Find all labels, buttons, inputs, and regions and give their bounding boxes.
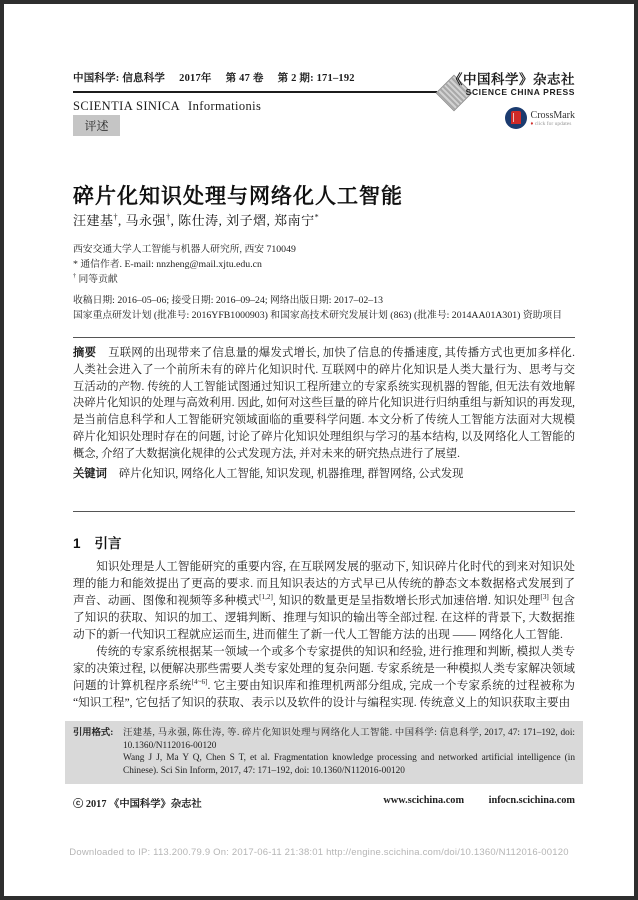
received-accepted-line: 收稿日期: 2016–05–06; 接受日期: 2016–09–24; 网络出版日期: 2017–02–13 bbox=[73, 295, 383, 306]
article-title: 碎片化知识处理与网络化人工智能 bbox=[73, 185, 403, 209]
crossmark-icon bbox=[505, 107, 527, 129]
dates-funding-block bbox=[73, 294, 575, 324]
keywords-text: 碎片化知识, 网络化人工智能, 知识发现, 机器推理, 群智网络, 公式发现 bbox=[118, 467, 464, 480]
journal-meta-line bbox=[73, 70, 355, 85]
press-name-block bbox=[449, 73, 575, 97]
journal-volume: 第 47 卷 bbox=[225, 73, 264, 84]
journal-name-en: SCIENTIA SINICA Informationis bbox=[73, 99, 262, 113]
download-watermark: Downloaded to IP: 113.200.79.9 On: 2017-06-11 21:38:01 http://engine.scichina.com/doi/10.1360/N112016-00120 bbox=[69, 847, 569, 858]
journal-issue-pages: 第 2 期: 171–192 bbox=[277, 73, 355, 84]
citation-box bbox=[65, 721, 583, 784]
abstract-label: 摘要 bbox=[73, 347, 97, 359]
correspondence-email[interactable]: nnzheng@mail.xjtu.edu.cn bbox=[156, 258, 262, 270]
author-line: 汪建基†, 马永强†, 陈仕涛, 刘子熠, 郑南宁* bbox=[73, 212, 320, 228]
section-1-number: 1 bbox=[73, 536, 81, 551]
affiliation-block bbox=[73, 243, 296, 287]
section-1-title: 引言 bbox=[94, 536, 122, 551]
copyright-notice: ⓒ 2017 《中国科学》杂志社 bbox=[73, 799, 202, 810]
paragraph-2: 传统的专家系统根据某一领域一个或多个专家提供的知识和经验, 进行推理和判断, 模拟人类专家的决策过程, 以便解决那些需要人类专家处理的复杂问题. 专家系统是一种模拟人类专家解决领域问题的计算机程序系统[4~6]. 它主要由知识库和推理机两部分组成, 完成一个专家系统的过程被称为 “知识工程”, 它包括了知识的获取、表示以及软件的设计与编程实现. 传统意义上的知识获取主要由 bbox=[73, 645, 575, 709]
author-2: , 马永强 bbox=[118, 213, 167, 228]
header-divider bbox=[73, 91, 437, 93]
body-text bbox=[73, 558, 575, 720]
press-name-cn: 《中国科学》杂志社 bbox=[449, 72, 575, 87]
abstract-block bbox=[73, 345, 575, 507]
ref-1-2[interactable]: [1,2] bbox=[259, 593, 273, 602]
affiliation-line: 西安交通大学人工智能与机器人研究所, 西安 710049 bbox=[73, 244, 296, 255]
citation-label: 引用格式: bbox=[73, 728, 114, 738]
equal-contribution-line: † 同等贡献 bbox=[73, 273, 118, 285]
footer-url-infocn[interactable]: infocn.scichina.com bbox=[488, 795, 575, 806]
section-1-heading bbox=[73, 532, 122, 552]
abstract-top-rule bbox=[73, 337, 575, 338]
ref-3[interactable]: [3] bbox=[540, 593, 549, 602]
press-name-en: SCIENCE CHINA PRESS bbox=[465, 86, 575, 97]
author-3-4-5: , 陈仕涛, 刘子熠, 郑南宁 bbox=[170, 213, 315, 228]
keywords-label: 关键词 bbox=[73, 467, 107, 480]
abstract-text: 互联网的出现带来了信息量的爆发式增长, 加快了信息的传播速度, 其传播方式也更加多样化. 人类社会进入了一个前所未有的碎片化知识时代. 互联网中的碎片化知识是人类大量行为、思考与交互活动的产物. 传统的人工智能试图通过知识工程所建立的专家系统实现机器的智能, 但无法有效地解决碎片化知识的处理与高效利用. 因此, 如何对这些巨量的碎片化知识进行归纳重组与新知识的再发现, 是当前信息科学和人工智能研究领域面临的重要科学问题. 本文分析了传统人工智能方法面对大规模碎片化知识处理时存在的问题, 讨论了碎片化知识处理组织与学习的基本结构, 以及网络化人工智能的概念, 介绍了大数据演化规律的公式发现方法, 并对未来的研究热点进行了展望. bbox=[73, 347, 575, 460]
page-footer bbox=[73, 795, 575, 810]
abstract-bottom-rule bbox=[73, 511, 575, 512]
abstract-paragraph bbox=[73, 345, 575, 463]
ref-4-6[interactable]: [4~6] bbox=[191, 678, 208, 687]
paragraph-1: 知识处理是人工智能研究的重要内容, 在互联网发展的驱动下, 知识碎片化时代的到来对知识处理的能力和能效提出了更高的要求. 而且知识表达的方式早已从传统的静态文本数据格式发展到了声音、动画、图像和视频等多种模式[1,2], 知识的数量更是呈指数增长形式加速倍增. 知识处理[3] 包含了知识的获取、知识的加工、逻辑判断、推理与知识的输出等全部过程. 在这样的背景下, 大数据推动下的新一代知识工程就应运而生, 进而催生了新一代人工智能方法的出现 —— 网络化人工智能. bbox=[73, 560, 575, 641]
journal-year: 2017年 bbox=[179, 73, 212, 84]
funding-line: 国家重点研发计划 (批准号: 2016YFB1000903) 和国家高技术研究发展计划 (863) (批准号: 2014AA01A301) 资助项目 bbox=[73, 309, 563, 321]
crossmark-label: CrossMark ♦ click for updates bbox=[530, 110, 575, 127]
article-type-badge: 评述 bbox=[73, 115, 120, 136]
footer-url-scichina[interactable]: www.scichina.com bbox=[383, 795, 465, 806]
correspondence-line: * 通信作者. E-mail: nnzheng@mail.xjtu.edu.cn bbox=[73, 258, 262, 270]
citation-english: Wang J J, Ma Y Q, Chen S T, et al. Fragmentation knowledge processing and networked artificial intelligence (in Chinese). Sci Sin Inform, 2017, 47: 171–192, doi: 10.1360/N112016-00120 bbox=[123, 753, 575, 776]
author-1: 汪建基 bbox=[73, 213, 114, 228]
crossmark-badge[interactable] bbox=[505, 107, 575, 129]
citation-chinese: 汪建基, 马永强, 陈仕涛, 等. 碎片化知识处理与网络化人工智能. 中国科学: 信息科学, 2017, 47: 171–192, doi: 10.1360/N112016-00120 bbox=[123, 728, 575, 751]
keywords-line bbox=[73, 466, 575, 483]
journal-name-cn: 中国科学: 信息科学 bbox=[73, 73, 166, 84]
